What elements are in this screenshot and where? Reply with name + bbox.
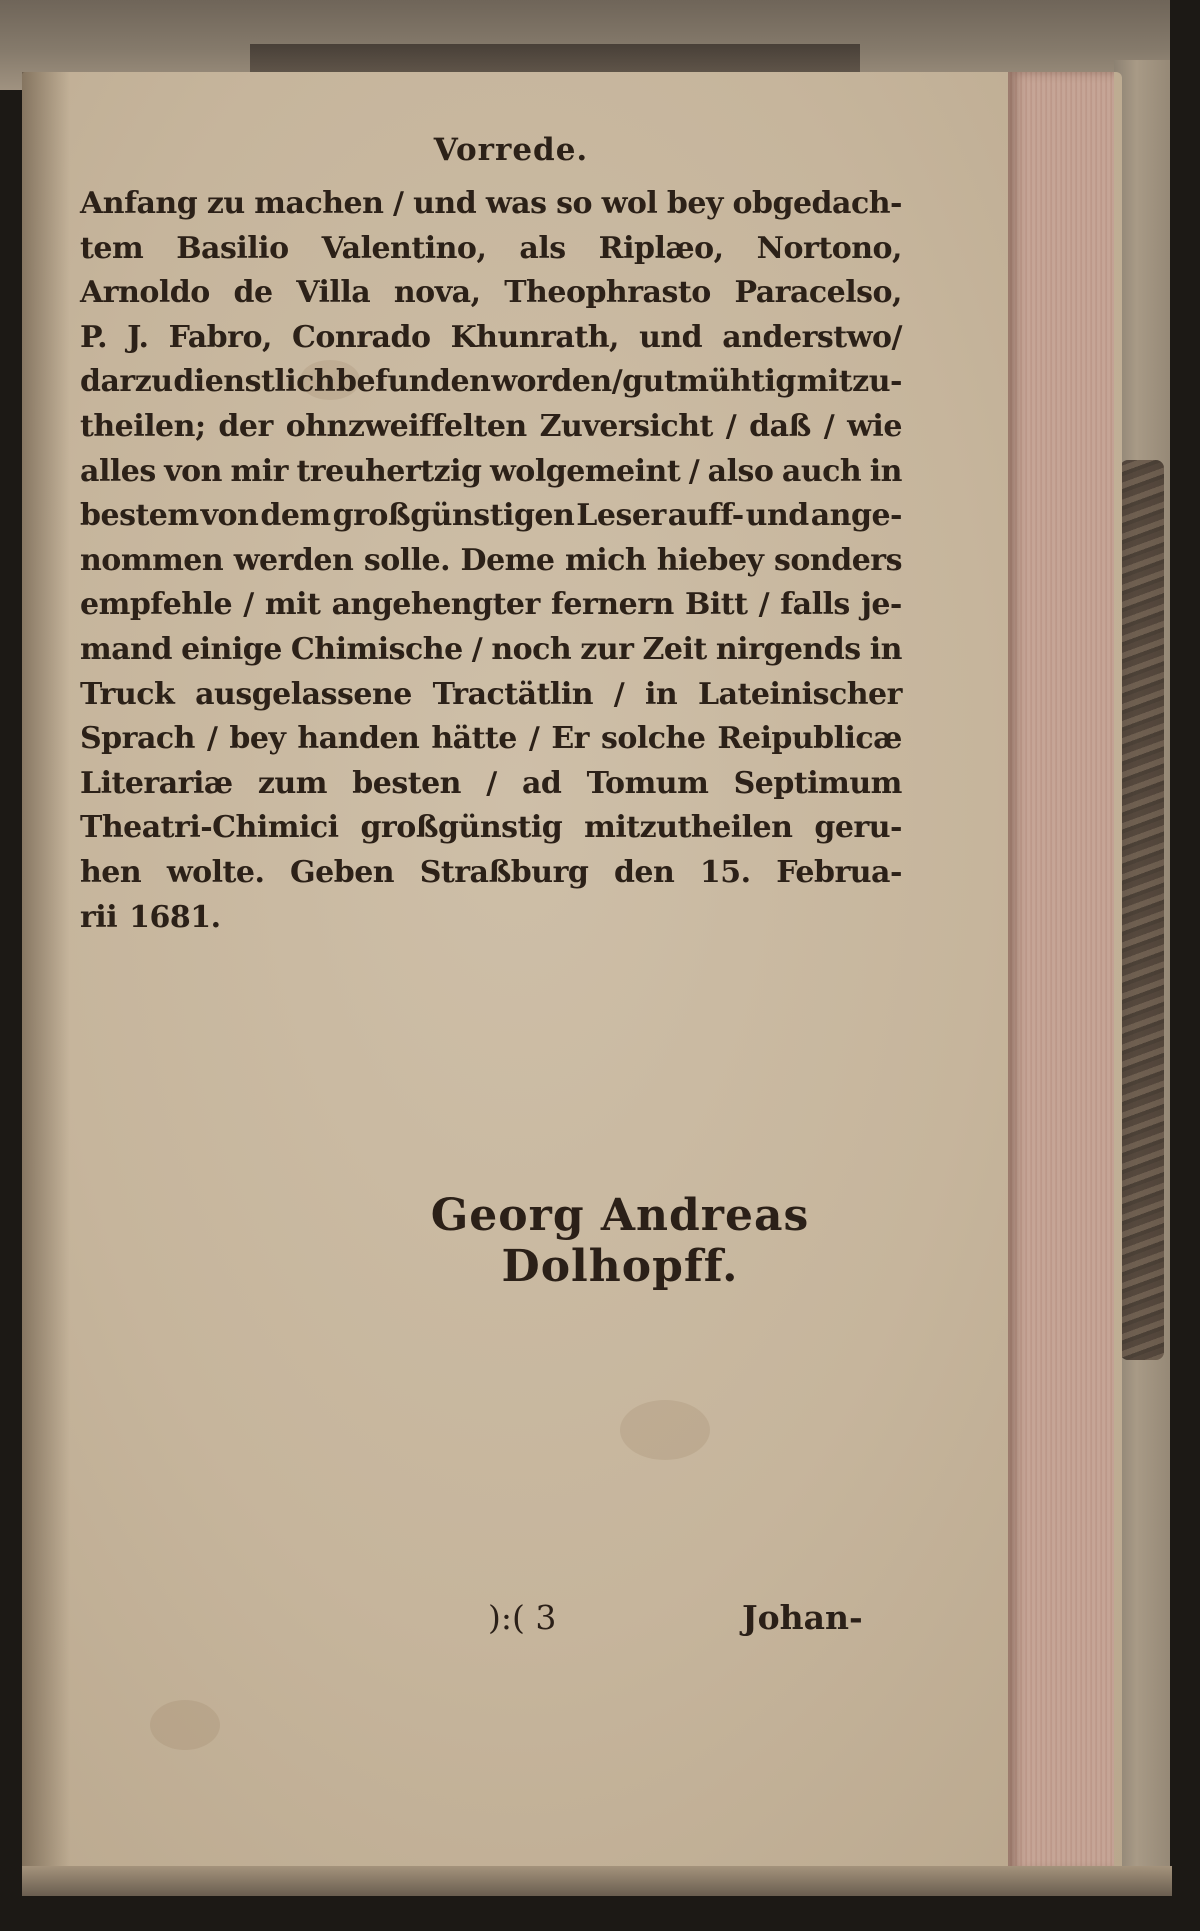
word: treuhertzig [296, 453, 482, 489]
word: der [218, 408, 273, 444]
word: also [707, 453, 774, 489]
word: / [393, 186, 404, 221]
word: Villa [296, 275, 371, 311]
word: angehengter [331, 587, 540, 623]
word: machen [254, 186, 384, 221]
word: mitzu- [796, 364, 902, 400]
word: Geben [290, 854, 395, 890]
word: als [519, 230, 566, 266]
text-line [80, 450, 902, 495]
word: worden/gutmühtig [491, 364, 796, 400]
text-line [80, 182, 902, 227]
word: solche [600, 721, 706, 757]
word: Theophrasto [504, 275, 711, 311]
word: / [486, 765, 497, 801]
word: auch [781, 453, 862, 489]
word: auff- [667, 498, 744, 534]
word: sonders [774, 542, 902, 578]
word: nova, [393, 275, 481, 311]
word: mit [264, 587, 321, 623]
signature: Georg Andreas Dolhopff. [430, 1190, 810, 1292]
word: daß [749, 408, 811, 444]
word: fernern [551, 587, 674, 623]
text-line [80, 539, 902, 584]
text-line [80, 494, 902, 539]
word: den [613, 854, 675, 890]
word: je- [860, 587, 902, 623]
board-foxing [1120, 460, 1164, 1360]
word: nirgends [715, 631, 861, 667]
word: rii [80, 899, 118, 935]
word: mitzutheilen [584, 810, 793, 846]
body-lines [80, 182, 902, 940]
word: dem [260, 498, 331, 534]
text-line [80, 316, 902, 361]
word: / [688, 453, 700, 489]
word: ausgelassene [195, 676, 412, 712]
word: darzu [80, 364, 173, 400]
word: J. [127, 319, 149, 355]
word: und [639, 319, 703, 355]
word: in [869, 631, 902, 667]
text-line [80, 583, 902, 628]
word: / [471, 631, 483, 667]
word: Septimum [733, 765, 902, 801]
foxing-spot [150, 1700, 220, 1750]
word: wolgemeint [489, 453, 681, 489]
word: Valentino, [321, 230, 487, 266]
word: Arnoldo [80, 275, 210, 311]
signature-mark: ):( 3 [488, 1598, 557, 1637]
word: handen [297, 721, 420, 757]
word: Zeit [642, 631, 707, 667]
word: / [206, 721, 218, 757]
page-edges [1008, 72, 1114, 1872]
word: zu [206, 186, 245, 221]
word: 1681. [129, 899, 221, 935]
text-line [80, 717, 902, 762]
word: Reipublicæ [717, 721, 902, 757]
word: Anfang [80, 186, 198, 221]
word: dienstlich [173, 364, 336, 400]
word: großgünstigen [332, 498, 575, 534]
word: Khunrath, [450, 319, 619, 355]
word: ohnzweiffelten [285, 408, 527, 444]
word: Sprach [80, 721, 195, 757]
gutter-shadow [22, 72, 70, 1872]
word: / [823, 408, 835, 444]
text-line [80, 227, 902, 272]
word: Bitt [685, 587, 748, 623]
text-line [80, 271, 902, 316]
word: Conrado [292, 319, 431, 355]
word: Chimische [290, 631, 463, 667]
word: von [164, 453, 222, 489]
word: / [758, 587, 770, 623]
word: Paracelso, [734, 275, 902, 311]
word: großgünstig [360, 810, 563, 846]
word: / [613, 676, 625, 712]
word: hiebey [656, 542, 764, 578]
word: bestem [80, 498, 199, 534]
word: und [745, 498, 809, 534]
word: noch [491, 631, 572, 667]
text-line [80, 762, 902, 807]
word: werden [233, 542, 354, 578]
word: Leser [576, 498, 666, 534]
word: theilen; [80, 408, 206, 444]
foxing-spot [620, 1400, 710, 1460]
word: tem [80, 230, 144, 266]
word: mand [80, 631, 172, 667]
word: solle. [363, 542, 451, 578]
text-line [80, 360, 902, 405]
word: / [243, 587, 254, 623]
text-line [80, 896, 902, 941]
word: Riplæo, [598, 230, 724, 266]
word: zum [257, 765, 327, 801]
word: wie [847, 408, 902, 444]
word: befunden [335, 364, 491, 400]
word: mir [230, 453, 288, 489]
text-line [80, 673, 902, 718]
book-bottom-edge [22, 1866, 1172, 1896]
word: von [200, 498, 259, 534]
word: Nortono, [756, 230, 902, 266]
word: bey [229, 721, 286, 757]
word: P. [80, 319, 108, 355]
word: bey [666, 186, 723, 221]
word: wolte. [166, 854, 265, 890]
text-line [80, 806, 902, 851]
text-line [80, 628, 902, 673]
word: Tractätlin [432, 676, 594, 712]
word: Fabro, [168, 319, 272, 355]
word: empfehle [80, 587, 233, 623]
text-line [80, 405, 902, 450]
word: Truck [80, 676, 175, 712]
word: und [413, 186, 477, 221]
word: alles [80, 453, 156, 489]
word: in [869, 453, 902, 489]
word: nommen [80, 542, 224, 578]
word: de [233, 275, 273, 311]
word: Lateinischer [697, 676, 902, 712]
word: / [528, 721, 540, 757]
catchword: Johan- [742, 1598, 863, 1637]
word: zur [580, 631, 634, 667]
word: Theatri-Chimici [80, 810, 339, 846]
word: ange- [810, 498, 902, 534]
word: in [645, 676, 678, 712]
word: Basilio [176, 230, 289, 266]
word: geru- [814, 810, 902, 846]
word: Straßburg [419, 854, 589, 890]
word: Literariæ [80, 765, 233, 801]
word: mich [564, 542, 647, 578]
word: wol [601, 186, 658, 221]
word: Deme [460, 542, 555, 578]
word: so [556, 186, 592, 221]
page-text [80, 130, 902, 940]
word: 15. [699, 854, 751, 890]
word: einige [181, 631, 282, 667]
word: ad [521, 765, 562, 801]
word: Tomum [586, 765, 709, 801]
word: Er [551, 721, 589, 757]
running-head: Vorrede. [433, 132, 589, 168]
word: obgedach- [732, 186, 902, 221]
word: hen [80, 854, 142, 890]
word: anderstwo/ [722, 319, 902, 355]
text-line [80, 851, 902, 896]
word: hätte [431, 721, 517, 757]
word: Februa- [776, 854, 902, 890]
word: was [485, 186, 547, 221]
word: / [725, 408, 737, 444]
word: falls [780, 587, 850, 623]
word: besten [352, 765, 461, 801]
word: Zuversicht [539, 408, 713, 444]
